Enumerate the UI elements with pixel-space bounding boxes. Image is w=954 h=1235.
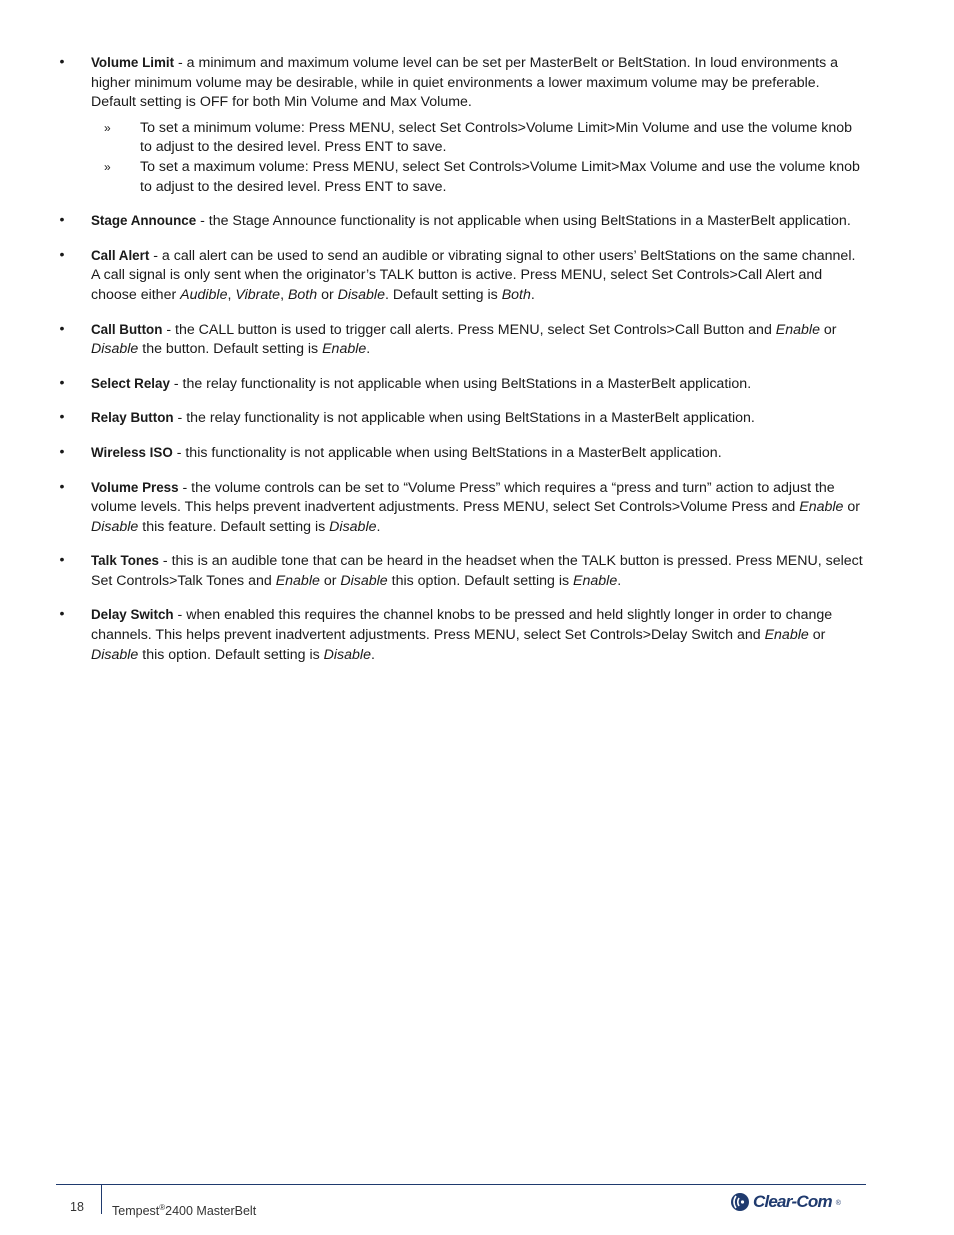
item-text: this feature. Default setting is [138, 518, 330, 535]
item-title: Call Alert [91, 247, 150, 263]
list-item-volume-press [56, 478, 866, 538]
sub-bullet: » [104, 120, 111, 135]
option-disable: Disable [91, 341, 139, 358]
item-end: . [366, 341, 371, 358]
list-item-volume-limit [56, 53, 866, 197]
list-item-call-button [56, 320, 866, 360]
option-disable: Disable [91, 646, 139, 663]
item-title: Select Relay [91, 375, 170, 391]
default-value: Disable [323, 646, 371, 663]
option-disable: Disable [340, 572, 388, 589]
item-title: Relay Button [91, 410, 174, 426]
bullet: • [59, 246, 65, 263]
list-item-select-relay [56, 374, 866, 395]
footer-title [112, 1198, 256, 1222]
sub-bullet: » [104, 159, 111, 174]
option-enable: Enable [799, 499, 844, 516]
list-item-relay-button [56, 408, 866, 429]
item-text: this option. Default setting is [387, 572, 574, 589]
option-disable: Disable [337, 286, 385, 303]
bullet: • [59, 320, 65, 337]
item-text: this option. Default setting is [138, 646, 324, 663]
item-text: - the relay functionality is not applicable when using BeltStations in a MasterBelt application. [169, 375, 752, 392]
list-item-wireless-iso [56, 443, 866, 464]
logo-text: Clear-Com [753, 1192, 832, 1211]
list-item-stage-announce [56, 211, 866, 232]
item-title: Delay Switch [91, 607, 174, 623]
item-text: . Default setting is [384, 286, 502, 303]
list-item-call-alert [56, 246, 866, 306]
logo-mark-icon [730, 1192, 750, 1212]
product-model: 2400 MasterBelt [165, 1204, 257, 1219]
item-text: - the volume controls can be set to “Volume Press” which requires a “press and turn” action to adjust the volume levels. This helps prevent inadvertent adjustments. Press MENU, select Set Controls>Volume Press and [91, 479, 835, 516]
item-end: . [617, 572, 622, 589]
item-title: Volume Limit [91, 55, 175, 70]
option-disable: Disable [91, 518, 139, 535]
item-end: . [370, 646, 375, 663]
page-number: 18 [70, 1200, 84, 1214]
option-audible: Audible [180, 286, 228, 303]
separator: or [317, 286, 338, 303]
option-vibrate: Vibrate [235, 286, 281, 303]
item-text: - the Stage Announce functionality is not applicable when using BeltStations in a MasterBelt application. [196, 213, 851, 230]
option-both: Both [287, 286, 318, 303]
sub-item-min-volume [91, 119, 866, 158]
bullet: • [59, 606, 65, 623]
item-title: Call Button [91, 321, 163, 337]
product-name: Tempest [112, 1204, 160, 1219]
item-text: - when enabled this requires the channel knobs to be pressed and held slightly longer in order to change channels. This helps prevent inadvertent adjustments. Press MENU, select Set Controls>Delay Switch and [91, 607, 833, 644]
sub-item-text: To set a minimum volume: Press MENU, select Set Controls>Volume Limit>Min Volume and use the volume knob to adjust to the desired level. Press ENT to save. [140, 119, 853, 156]
separator: or [319, 572, 341, 589]
sub-item-text: To set a maximum volume: Press MENU, select Set Controls>Volume Limit>Max Volume and use the volume knob to adjust to the desired level. Press ENT to save. [140, 158, 860, 195]
item-text: - a minimum and maximum volume level can be set per MasterBelt or BeltStation. In loud environments a higher minimum volume may be desirable, while in quiet environments a lower maximum volume may be preferable. Default setting is OFF for both Min Volume and Max Volume. [91, 55, 839, 111]
footer-rule [56, 1184, 866, 1185]
item-text: - the CALL button is used to trigger call alerts. Press MENU, select Set Controls>Call Button and [162, 321, 776, 338]
bullet: • [59, 552, 65, 569]
bullet: • [59, 212, 65, 229]
item-title: Volume Press [91, 479, 179, 495]
document-body [56, 53, 866, 679]
separator: or [819, 321, 837, 338]
separator: or [808, 627, 826, 644]
default-value: Disable [329, 518, 377, 535]
footer-divider [101, 1185, 102, 1214]
registered-mark: ® [159, 1203, 166, 1212]
option-enable: Enable [764, 627, 809, 644]
item-end: . [530, 286, 535, 303]
logo-registered-mark: ® [835, 1200, 841, 1207]
separator: or [843, 499, 861, 516]
separator: , [227, 286, 236, 303]
option-enable: Enable [775, 321, 820, 338]
item-title: Wireless ISO [91, 444, 173, 460]
bullet: • [59, 443, 65, 460]
clear-com-logo [730, 1190, 841, 1214]
item-end: . [376, 518, 381, 535]
item-text: - the relay functionality is not applicable when using BeltStations in a MasterBelt application. [173, 410, 755, 427]
option-enable: Enable [275, 572, 320, 589]
default-value: Both [501, 286, 531, 303]
bullet: • [59, 374, 65, 391]
item-text: - this functionality is not applicable when using BeltStations in a MasterBelt application. [172, 444, 722, 461]
sub-item-max-volume [91, 158, 866, 197]
bullet: • [59, 54, 65, 70]
list-item-talk-tones [56, 551, 866, 591]
bullet: • [59, 409, 65, 426]
bullet: • [59, 478, 65, 495]
item-text: - this is an audible tone that can be heard in the headset when the TALK button is pressed. Press MENU, select Set Controls>Talk Tones and [91, 553, 863, 589]
list-item-delay-switch [56, 605, 866, 665]
item-text: - a call alert can be used to send an audible or vibrating signal to other users’ BeltStations on the same channel. A call signal is only sent when the originator’s TALK button is active. Press MENU, select Set Controls>Call Alert and choose either [91, 247, 856, 303]
separator: , [280, 286, 288, 303]
default-value: Enable [322, 341, 367, 358]
item-title: Talk Tones [91, 553, 159, 569]
item-title: Stage Announce [91, 213, 197, 229]
default-value: Enable [573, 572, 618, 589]
item-text: the button. Default setting is [138, 341, 323, 358]
